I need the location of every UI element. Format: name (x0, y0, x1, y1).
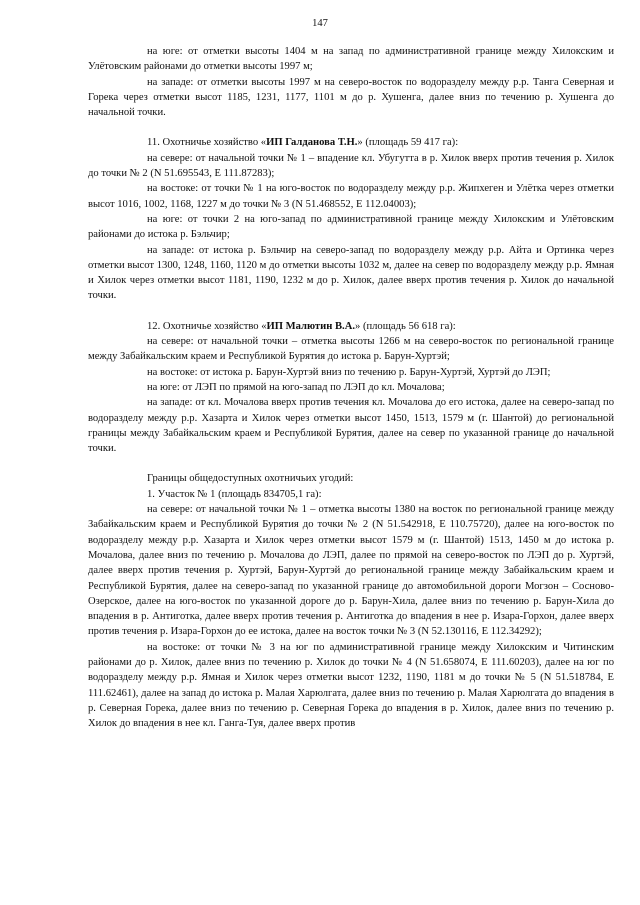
farm-12-south: на юге: от ЛЭП по прямой на юго-запад по ЛЭП до кл. Мочалова; (147, 381, 445, 393)
farm-11-prefix: 11. Охотничье хозяйство « (147, 137, 267, 149)
paragraph-south-prev: на юге: от отметки высоты 1404 м на запад по административной границе между Хилокским и Улётовским районами до отметки высоты 1997 м; (88, 46, 614, 73)
farm-11-north: на севере: от начальной точки № 1 – впадение кл. Убугутта в р. Хилок вверх против течения р. Хилок до точки № 2 (N 51.695543, E 111.87283); (88, 152, 614, 180)
farm-11-west: на западе: от истока р. Бэльчир на северо-запад по водоразделу между р.р. Айта и Ортинка через отметки высот 1300, 1248, 1160, 1120 м до отметки высоты 1032 м, далее на север по водоразделу между р.р. Ямная и Хилок через отметки высот 1181, 1190, 1232 м до р. Хилок, далее вверх против течения р. Хилок до начальной точки. (88, 244, 614, 302)
farm-12-prefix: 12. Охотничье хозяйство « (147, 320, 267, 332)
farm-11-south: на юге: от точки 2 на юго-запад по административной границе между Хилокским и Улётовским районами до истока р. Бэльчир; (88, 213, 614, 241)
farm-12-suffix: » (площадь 56 618 га): (355, 320, 456, 332)
farm-11-name: ИП Галданова Т.Н. (266, 137, 358, 149)
farm-11-title (88, 135, 614, 150)
plot-1-title: 1. Участок № 1 (площадь 834705,1 га): (147, 488, 322, 500)
plot-1-east: на востоке: от точки № 3 на юг по административной границе между Хилокским и Читинским районами до р. Хилок, далее вниз по течению р. Хилок до точки № 4 (N 51.658074, E 111.60203), далее на юг по водоразделу между р.р. Ямная и Хилок через отметки высот 1232, 1190, 1181 м до точки № 5 (N 51.518784, E 111.62461), далее на запад до истока р. Малая Харюлгата, далее вниз по течению р. Малая Харюлгата до впадения в р. Северная Горека, далее вниз по течению р. Северная Горека до впадения в р. Хилок, далее вниз по течению р. Хилок до впадения в нее кл. Ганга-Туя, далее вверх против (88, 641, 614, 730)
public-grounds-heading: Границы общедоступных охотничьих угодий: (147, 473, 354, 485)
page-number: 147 (312, 18, 328, 29)
paragraph-west-prev: на западе: от отметки высоты 1997 м на северо-восток по водоразделу между р.р. Танга Северная и Горека через отметки высот 1185, 1231, 1177, 1101 м до р. Хушенга, далее вниз по течению р. Хушенга до начальной точки. (88, 76, 614, 119)
farm-11-suffix: » (площадь 59 417 га): (357, 137, 459, 149)
farm-12-west: на западе: от кл. Мочалова вверх против течения кл. Мочалова до его истока, далее на северо-запад по водоразделу между р.р. Хазарта и Хилок через отметки высот 1450, 1513, 1579 м (г. Шантой) до региональной границы между Забайкальским краем и Республикой Бурятия, далее на север по указанной границе до начальной точки. (88, 397, 614, 455)
farm-11-east: на востоке: от точки № 1 на юго-восток по водоразделу между р.р. Жипхеген и Улётка через отметки высот 1016, 1002, 1168, 1227 м до точки № 3 (N 51.468552, E 112.04003); (88, 183, 614, 210)
farm-12-name: ИП Малютин В.А. (266, 320, 355, 332)
farm-12-north: на севере: от начальной точки – отметка высоты 1266 м на северо-восток по региональной границе между Забайкальским краем и Республикой Бурятия до истока р. Барун-Хуртэй; (88, 336, 614, 363)
farm-12-east: на востоке: от истока р. Барун-Хуртэй вниз по течению р. Барун-Хуртэй, Хуртэй до ЛЭП; (147, 366, 551, 378)
farm-12-title (88, 319, 614, 334)
plot-1-north: на севере: от начальной точки № 1 – отметка высоты 1380 на восток по региональной границе между Забайкальским краем и Республикой Бурятия до точки № 2 (N 51.542918, E 110.75720), далее на юго-восток по водоразделу между р.р. Хазарта и Хилок через отметки высот 1579 м (г. Шантой) 1513, 1450 м до истока р. Мочалова, далее вниз по течению р. Мочалова до ЛЭП, далее по прямой на северо-восток по ЛЭП до р. Хуртэй, далее вверх против течения р. Хуртэй, Барун-Хуртэй до региональной границе между Забайкальским краем и Республикой Бурятия, далее на северо-запад по указанной границе до автомобильной дороги Могзон – Сосново-Озерское, далее на юго-восток по указанной дороге до р. Барун-Хила, далее вниз по течению р. Барун-Хила до впадения в р. Антиготка, далее вверх против течения р. Антиготка до впадения в нее р. Изара-Горхон, далее вверх против течения р. Изара-Горхон до ее истока, далее на восток точки № 3 (N 52.130116, E 112.34292); (88, 504, 614, 638)
document-body (88, 44, 614, 731)
